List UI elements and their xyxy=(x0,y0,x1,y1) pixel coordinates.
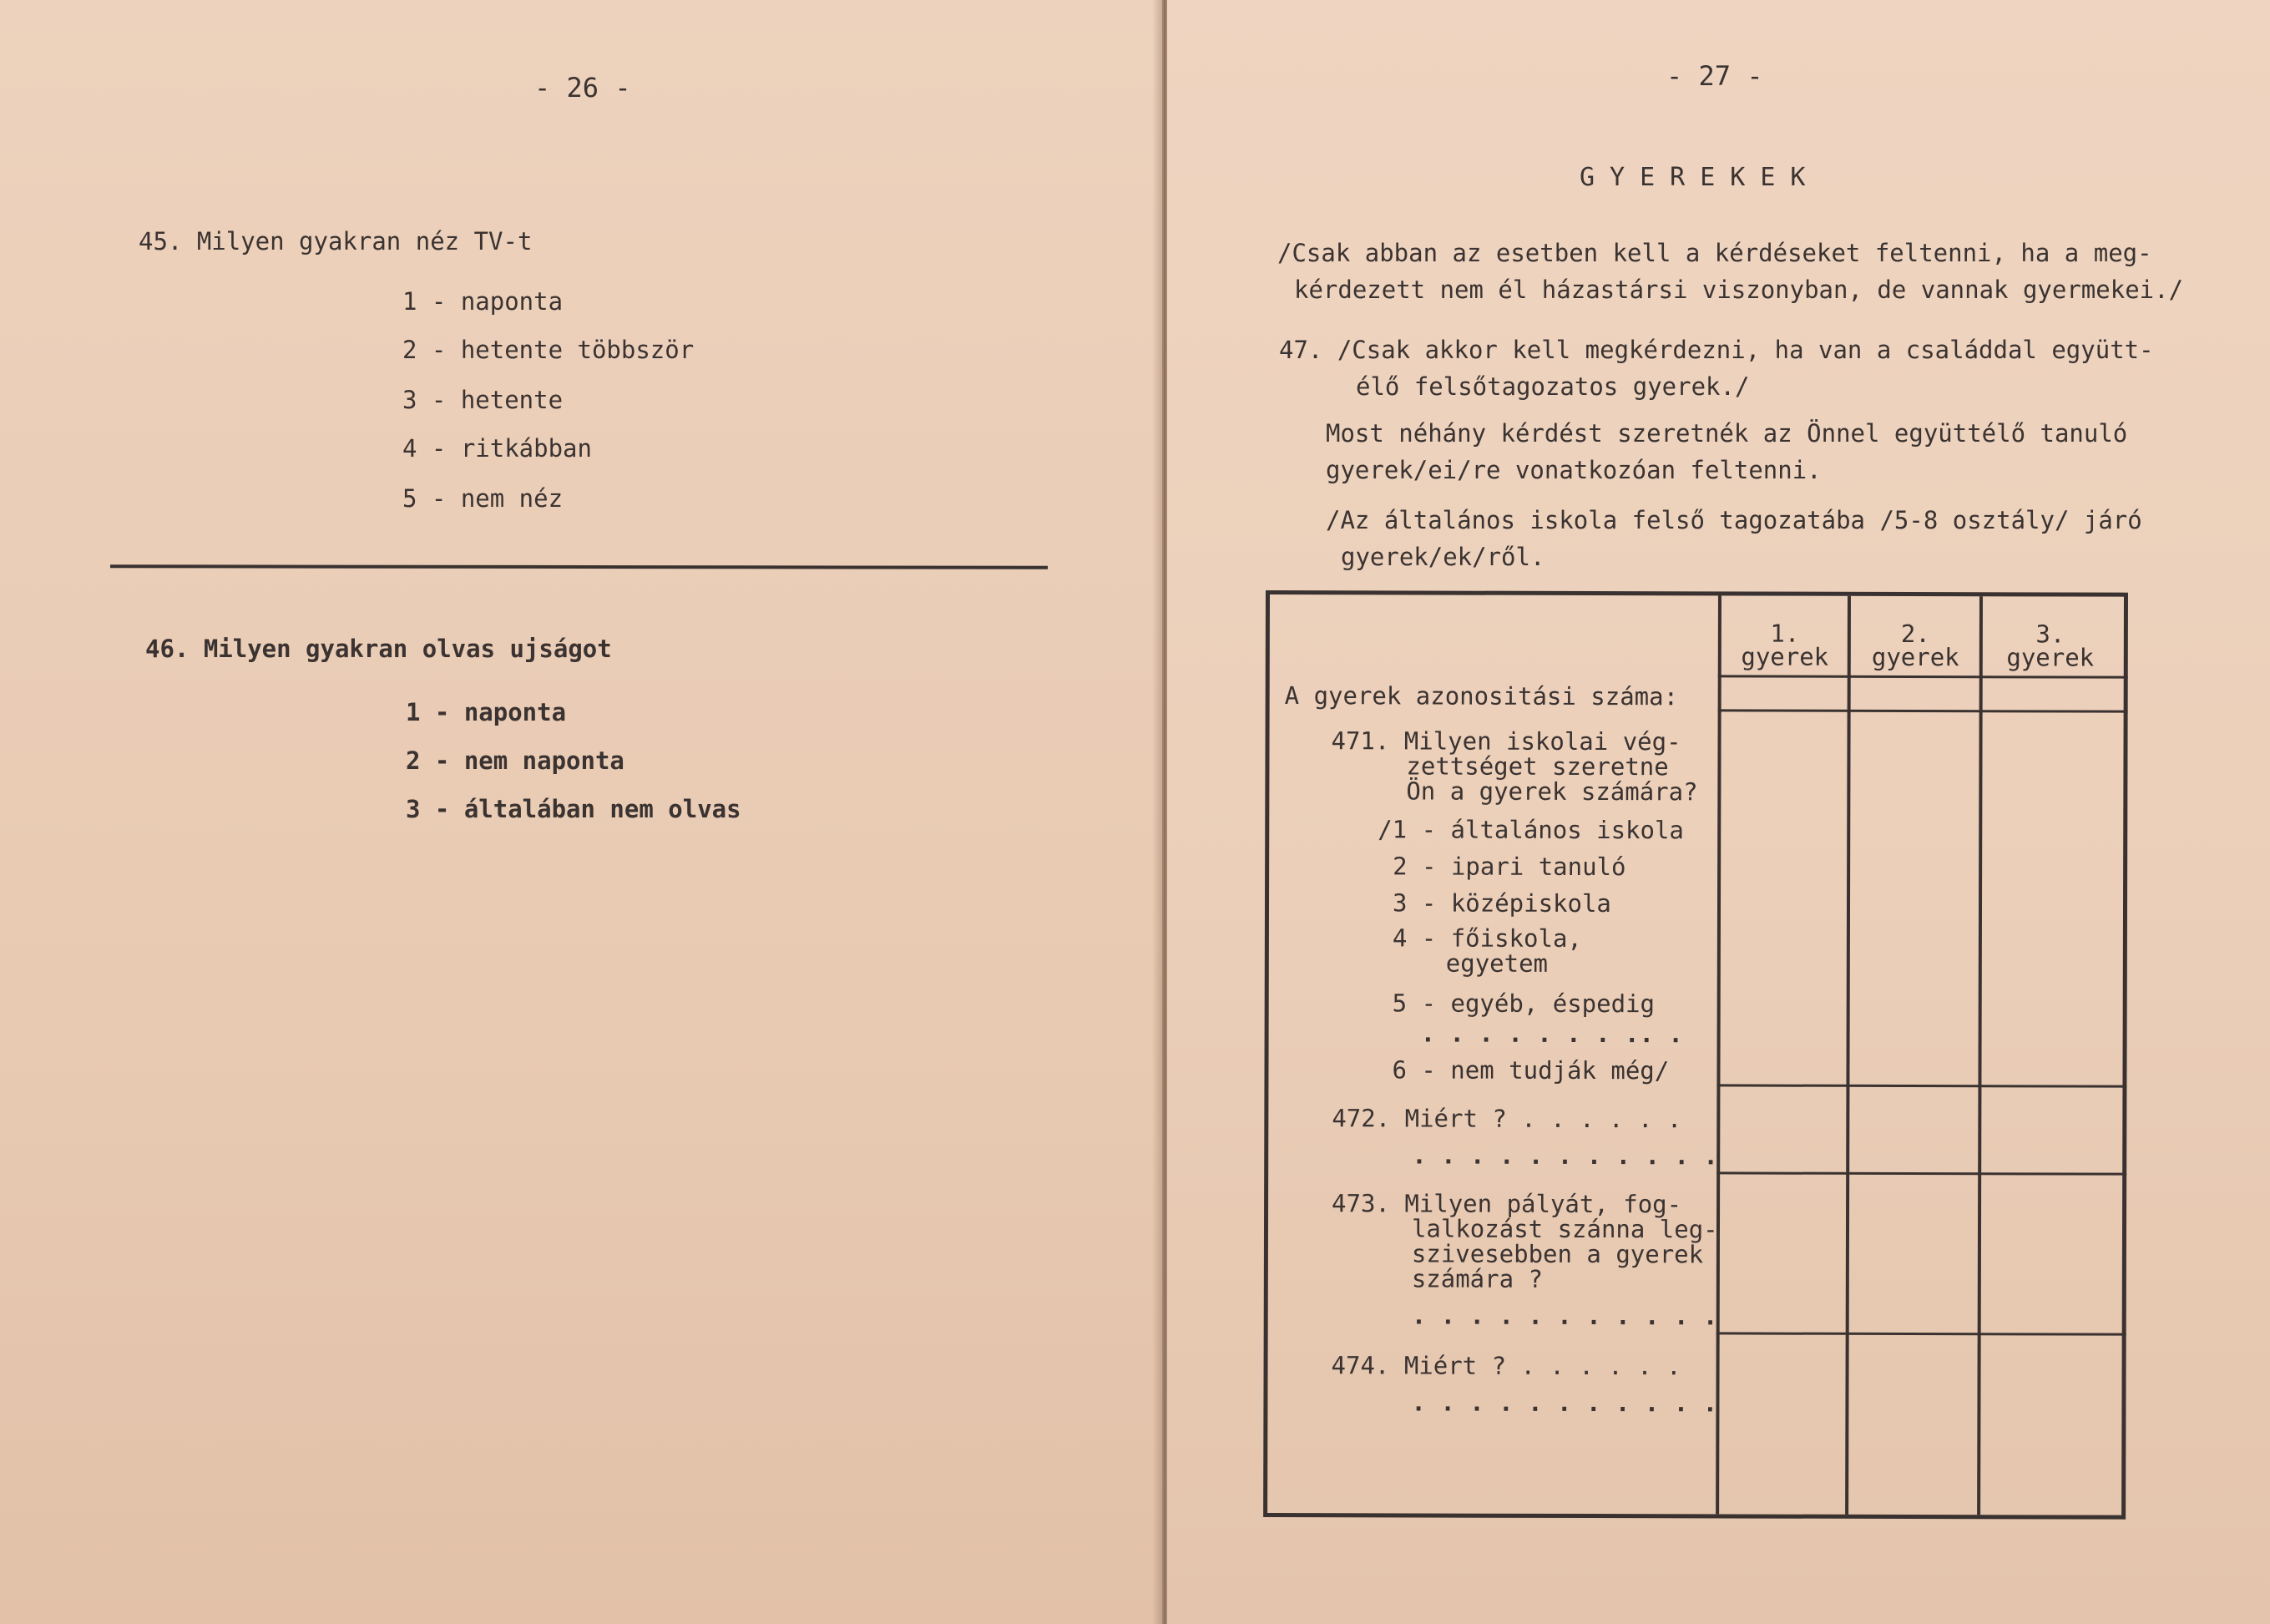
id-row-label: A gyerek azonositási száma: xyxy=(1284,681,1679,711)
q45-option-5: 5 - nem néz xyxy=(402,484,564,513)
q47-text-line-1: Most néhány kérdést szeretnék az Önnel együttélő tanuló xyxy=(1326,419,2128,448)
q471-option-6: 6 - nem tudják még/ xyxy=(1392,1055,1670,1085)
q46-option-3: 3 - általában nem olvas xyxy=(406,795,741,823)
intro-line-2: kérdezett nem él házastársi viszonyban, de vannak gyermekei./ xyxy=(1294,276,2184,304)
row-line-473 xyxy=(1716,1332,2126,1335)
q473-line-4: számára ? xyxy=(1411,1264,1544,1293)
q46-option-1: 1 - naponta xyxy=(406,698,567,726)
children-table xyxy=(1263,590,2128,1520)
intro-line-1: /Csak abban az esetben kell a kérdéseket feltenni, ha a meg- xyxy=(1277,239,2152,267)
q473-dots: . . . . . . . . . . . xyxy=(1411,1301,1718,1331)
q45-option-2: 2 - hetente többször xyxy=(402,336,695,364)
q471-line-1: 471. Milyen iskolai vég- xyxy=(1331,726,1681,756)
q471-option-5: 5 - egyéb, éspedig xyxy=(1392,989,1656,1019)
q473-line-3: szivesebben a gyerek xyxy=(1411,1239,1704,1269)
q45-option-4: 4 - ritkábban xyxy=(402,434,592,463)
q473-line-1: 473. Milyen pályát, fog- xyxy=(1332,1189,1682,1219)
page-number-left: - 26 - xyxy=(534,72,631,104)
column-header-1-number: 1. xyxy=(1770,619,1800,648)
q47-line-2: élő felsőtagozatos gyerek./ xyxy=(1356,372,1750,401)
q471-option-5-dots: . . . . . . . .. . xyxy=(1420,1019,1683,1049)
column-header-3-number: 3. xyxy=(2035,620,2065,649)
row-line-header xyxy=(1718,675,2128,678)
column-header-2-number: 2. xyxy=(1900,619,1930,649)
q47-note-line-1: /Az általános iskola felső tagozatába /5-8 osztály/ járó xyxy=(1326,506,2142,534)
q471-option-2: 2 - ipari tanuló xyxy=(1393,852,1626,882)
q474-dots: . . . . . . . . . . . xyxy=(1411,1388,1718,1418)
q47-note-line-2: gyerek/ek/ről. xyxy=(1341,543,1545,571)
section-title: GYEREKEK xyxy=(1580,163,1821,192)
column-divider-1 xyxy=(1716,595,1721,1514)
q45-option-3: 3 - hetente xyxy=(402,386,564,414)
row-line-472 xyxy=(1716,1171,2126,1175)
q472-question: 472. Miért ? . . . . . . xyxy=(1332,1104,1682,1134)
q47-line-1: 47. /Csak akkor kell megkérdezni, ha van a családdal együtt- xyxy=(1279,336,2154,364)
column-header-1-label: gyerek xyxy=(1741,642,1829,671)
row-line-471 xyxy=(1716,1084,2126,1087)
row-line-id xyxy=(1718,709,2128,712)
q474-question: 474. Miért ? . . . . . . xyxy=(1331,1351,1681,1381)
q471-option-3: 3 - középiskola xyxy=(1392,888,1611,918)
q472-dots: . . . . . . . . . . . xyxy=(1412,1141,1718,1171)
q47-text-line-2: gyerek/ei/re vonatkozóan feltenni. xyxy=(1326,456,1822,484)
column-header-2-label: gyerek xyxy=(1871,642,1959,672)
column-header-3-label: gyerek xyxy=(2006,643,2095,672)
q471-option-1: /1 - általános iskola xyxy=(1378,815,1684,845)
q45-option-1: 1 - naponta xyxy=(402,287,564,316)
question-45: 45. Milyen gyakran néz TV-t xyxy=(139,227,533,255)
q473-line-2: lalkozást szánna leg- xyxy=(1411,1214,1718,1244)
question-46: 46. Milyen gyakran olvas ujságot xyxy=(145,635,612,663)
section-divider-rule xyxy=(110,564,1048,569)
q471-line-2: zettséget szeretne xyxy=(1406,751,1669,782)
q471-line-3: Ön a gyerek számára? xyxy=(1406,777,1698,807)
q471-option-4: 4 - főiskola, xyxy=(1392,923,1582,953)
page-number-right: - 27 - xyxy=(1666,60,1763,92)
column-divider-3 xyxy=(1977,596,1983,1515)
q471-option-4b: egyetem xyxy=(1445,949,1549,978)
q46-option-2: 2 - nem naponta xyxy=(406,746,624,775)
column-divider-2 xyxy=(1845,596,1851,1515)
